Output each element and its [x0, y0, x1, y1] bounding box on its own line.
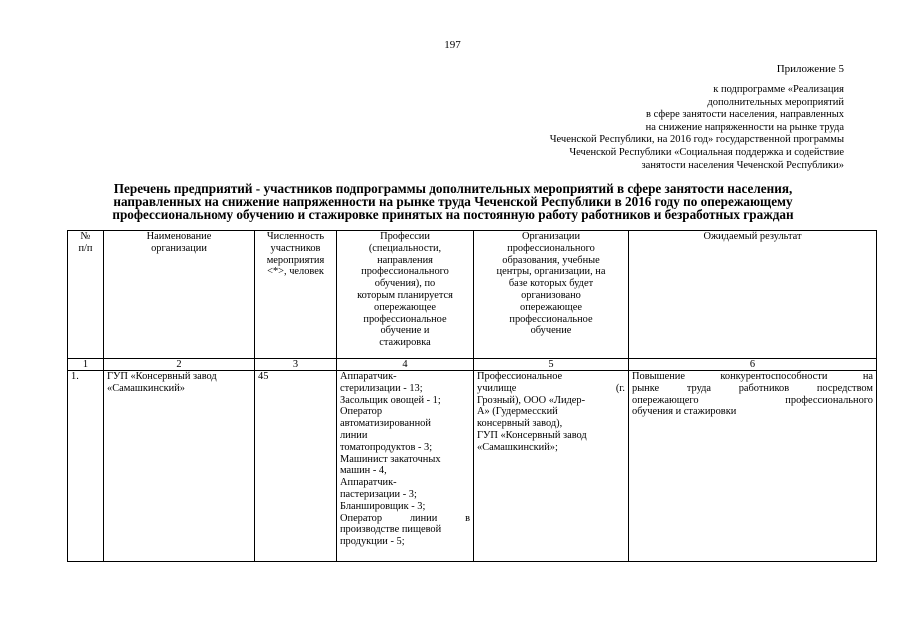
header-cell-expected-result: Ожидаемый результат — [629, 231, 877, 359]
column-number-row — [68, 359, 877, 371]
title-line: профессиональному обучению и стажировке принятых на постоянную работу работников и безработных граждан — [112, 206, 794, 222]
header-cell-num: № п/п — [68, 231, 104, 359]
header-line: к подпрограмме «Реализация — [713, 84, 844, 95]
appendix-label: Приложение 5 — [776, 63, 844, 75]
column-number: 4 — [337, 359, 474, 371]
page-number: 197 — [444, 39, 461, 51]
row-professions: Аппаратчик- стерилизации - 13; Засольщик овощей - 1; Оператор автоматизированной линии томатопродуктов - 3; Машинист закаточных машин - 4, Аппаратчик- пастеризации - 3; Бланшировщик - 3; Оператор линии в производстве пищевой продукции - 5; — [337, 371, 474, 562]
column-number: 3 — [255, 359, 337, 371]
column-number: 5 — [474, 359, 629, 371]
header-line: на снижение напряженности на рынке труда — [645, 121, 844, 133]
header-block — [550, 84, 844, 172]
header-line: в сфере занятости населения, направленных — [646, 109, 844, 121]
header-line: Чеченской Республики «Социальная поддержка и содействие — [569, 146, 844, 158]
row-participant-count: 45 — [255, 371, 337, 562]
table-row — [68, 371, 877, 562]
header-line: дополнительных мероприятий — [707, 96, 844, 108]
table-header-row — [68, 231, 877, 359]
column-number: 1 — [68, 359, 104, 371]
row-expected-result: Повышение конкурентоспособности на рынке труда работников посредством опережающего профессионального обучения и стажировки — [629, 371, 877, 562]
header-line: Чеченской Республики, на 2016 год» государственной программы — [549, 134, 844, 146]
column-number: 6 — [629, 359, 877, 371]
row-organization: ГУП «Консервный завод «Самашкинский» — [104, 371, 255, 562]
header-cell-training-orgs: Организации профессионального образования, учебные центры, организации, на базе которых будет организовано опережающее профессиональное обучение — [474, 231, 629, 359]
document-title — [20, 183, 886, 221]
title-line: направленных на снижение напряженности на рынке труда Чеченской Республики в 2016 году по опережающему — [113, 193, 793, 209]
row-number: 1. — [68, 371, 104, 562]
header-cell-organization: Наименование организации — [104, 231, 255, 359]
header-line: занятости населения Чеченской Республики» — [641, 159, 844, 171]
header-cell-professions: Профессии (специальности, направления профессионального обучения), по которым планируется опережающее профессиональное обучение и стажировка — [337, 231, 474, 359]
header-cell-participants: Численность участников мероприятия <*>, человек — [255, 231, 337, 359]
title-line: Перечень предприятий - участников подпрограммы дополнительных мероприятий в сфере занятости населения, — [113, 181, 793, 196]
row-training-organizations: Профессиональное училище (г. Грозный), ООО «Лидер- А» (Гудермесский консервный завод), ГУП «Консервный завод «Самашкинский»; — [474, 371, 629, 562]
column-number: 2 — [104, 359, 255, 371]
enterprises-table — [67, 230, 877, 562]
